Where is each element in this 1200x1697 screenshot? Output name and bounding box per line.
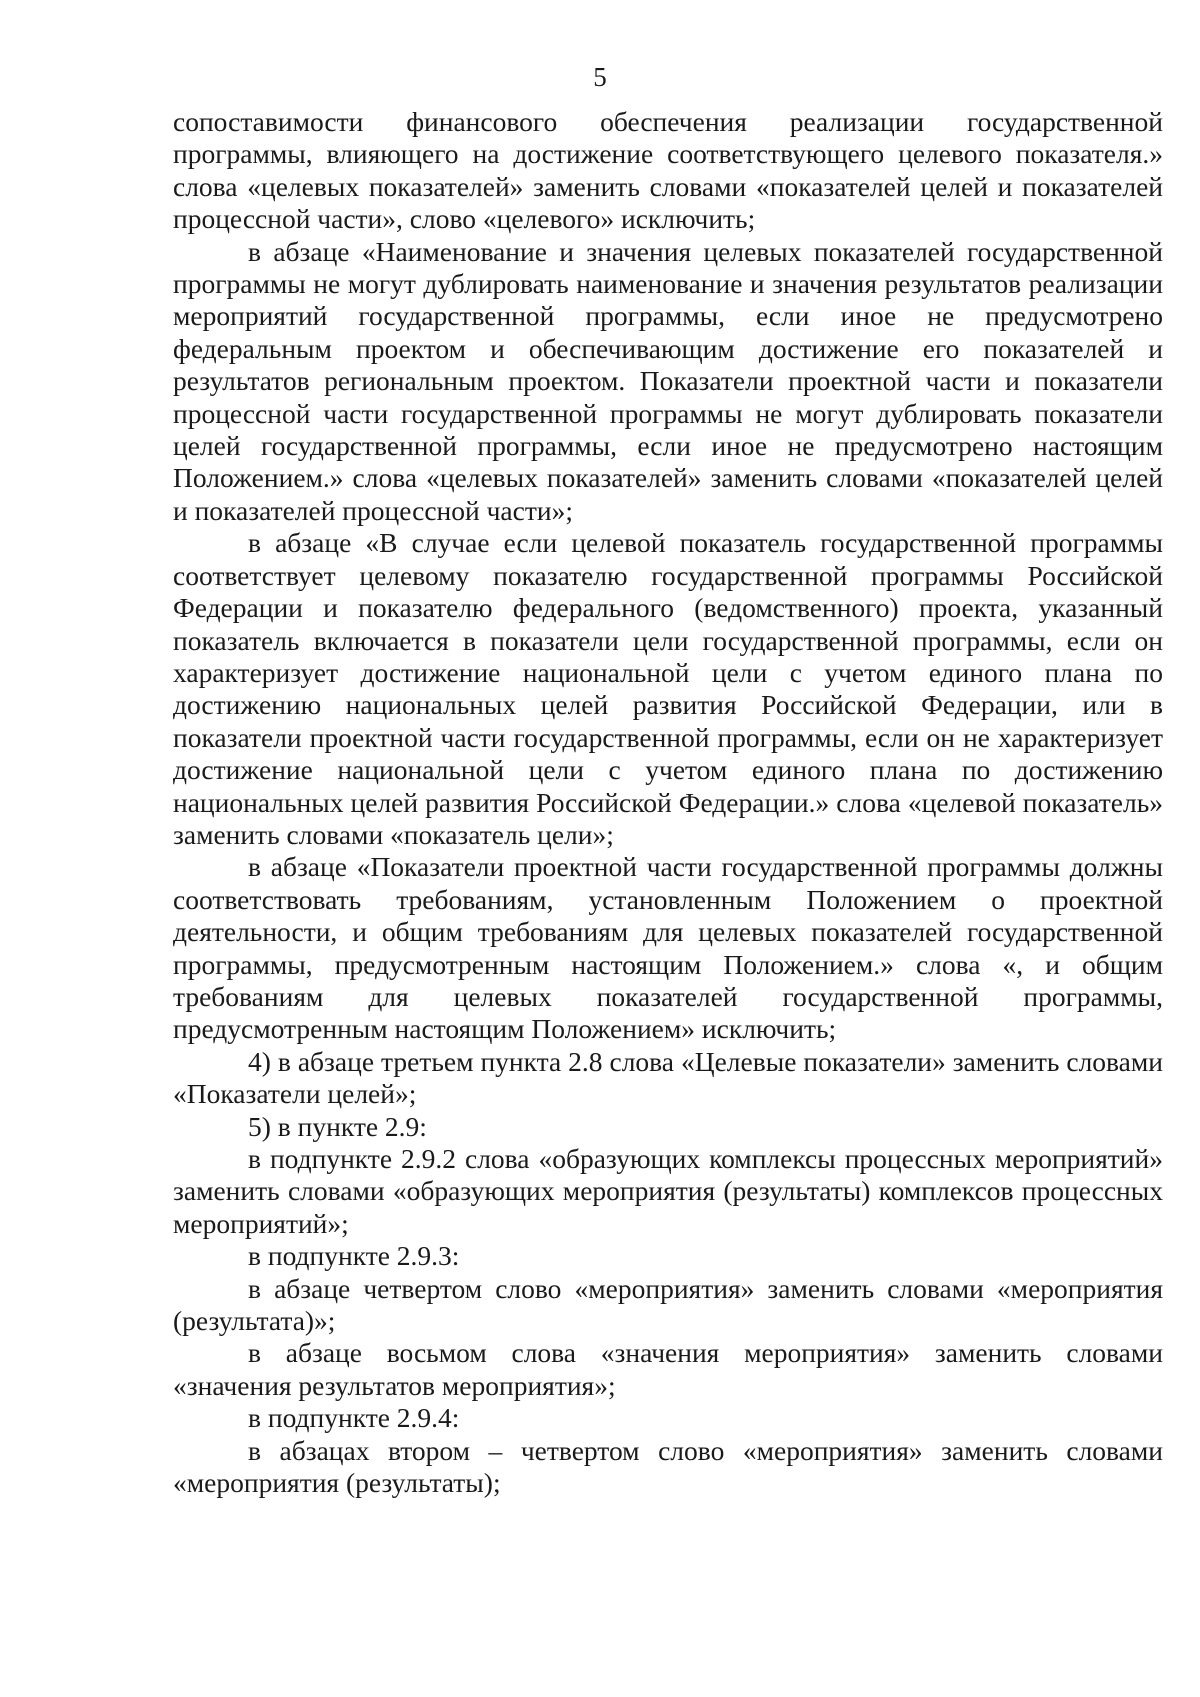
paragraph-item-4: 4) в абзаце третьем пункта 2.8 слова «Целевые показатели» заменить словами «Показатели целей»; (173, 1045, 1163, 1110)
paragraph-v-sluchae: в абзаце «В случае если целевой показатель государственной программы соответствует целевому показателю государственной программы Российской Федерации и показателю федерального (ведомственного) проекта, указанный показатель включается в показатели цели государственной программы, если он характеризует достижение национальной цели с учетом единого плана по достижению национальных целей развития Российской Федерации, или в показатели проектной части государственной программы, если он не характеризует достижение национальной цели с учетом единого плана по достижению национальных целей развития Российской Федерации.» слова «целевой показатель» заменить словами «показатель цели»; (173, 527, 1163, 850)
paragraph-item-5: 5) в пункте 2.9: (248, 1110, 427, 1142)
paragraph-abzac-vosmom: в абзаце восьмом слова «значения мероприятия» заменить словами «значения результатов мероприятия»; (173, 1337, 1163, 1401)
paragraph-subitem-2-9-2: в подпункте 2.9.2 слова «образующих комплексы процессных мероприятий» заменить словами «образующих мероприятия (результаты) комплексов процессных мероприятий»; (173, 1143, 1163, 1239)
paragraph-subitem-2-9-3: в подпункте 2.9.3: (248, 1240, 460, 1272)
page-number: 5 (593, 62, 607, 92)
paragraph-abzac-chetvertom: в абзаце четвертом слово «мероприятия» заменить словами «мероприятия (результата)»; (173, 1272, 1163, 1337)
paragraph-abzacah-vtorom: в абзацах втором – четвертом слово «мероприятия» заменить словами «мероприятия (результаты); (173, 1434, 1163, 1499)
document-body (173, 106, 1163, 1499)
paragraph-naimenovanie: в абзаце «Наименование и значения целевых показателей государственной программы не могут дублировать наименование и значения результатов реализации мероприятий государственной программы, если иное не предусмотрено федеральным проектом и обеспечивающим достижение его показателей и результатов региональным проектом. Показатели проектной части и показатели процессной части государственной программы не могут дублировать показатели целей государственной программы, если иное не предусмотрено настоящим Положением.» слова «целевых показателей» заменить словами «показателей целей и показателей процессной части»; (173, 235, 1163, 526)
paragraph-continuation: сопоставимости финансового обеспечения реализации государственной программы, влияющего на достижение соответствующего целевого показателя.» слова «целевых показателей» заменить словами «показателей целей и показателей процессной части», слово «целевого» исключить; (173, 106, 1163, 235)
paragraph-subitem-2-9-4: в подпункте 2.9.4: (248, 1402, 460, 1434)
paragraph-pokazateli-proektnoy: в абзаце «Показатели проектной части государственной программы должны соответствовать требованиям, установленным Положением о проектной деятельности, и общим требованиям для целевых показателей государственной программы, предусмотренным настоящим Положением.» слова «, и общим требованиям для целевых показателей государственной программы, предусмотренным настоящим Положением» исключить; (173, 851, 1163, 1045)
